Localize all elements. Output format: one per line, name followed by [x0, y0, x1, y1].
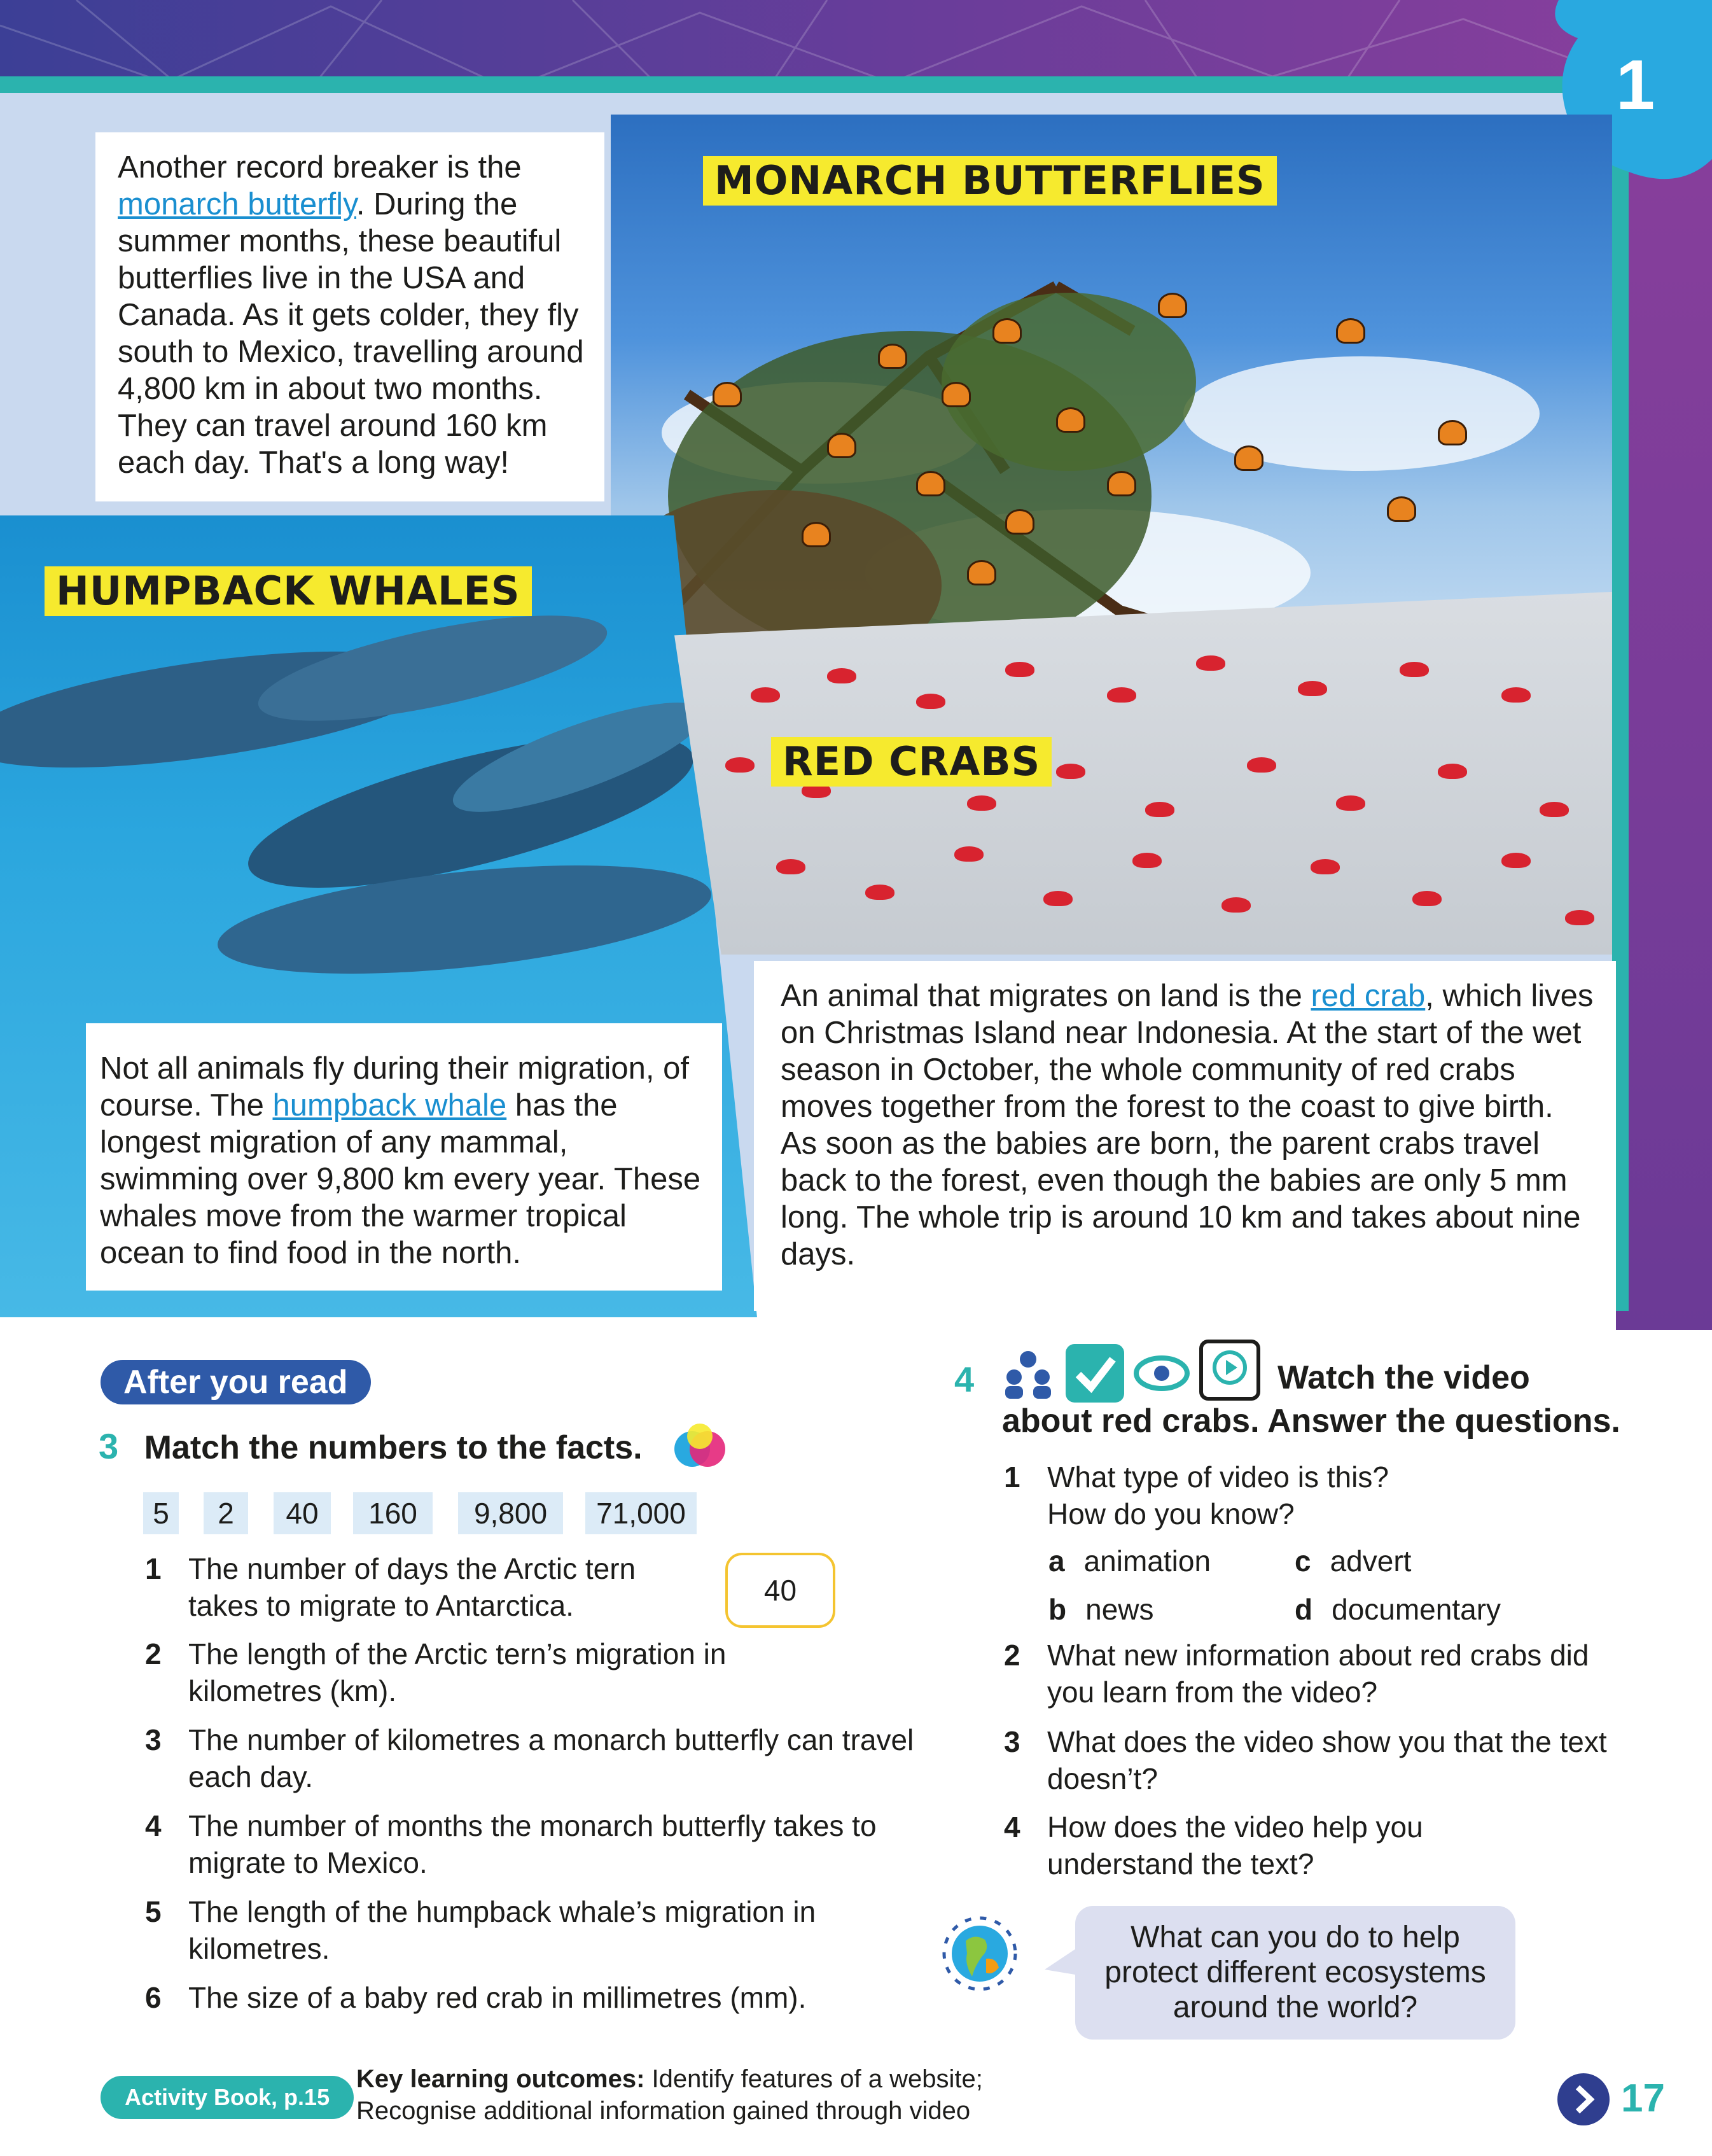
- exercise3-heading: [99, 1425, 643, 1467]
- number-chip: 160: [353, 1492, 433, 1534]
- option-b[interactable]: b news: [1048, 1593, 1154, 1626]
- whale-paragraph: Not all animals fly during their migration, of course. The humpback whale has the longest migration of any mammal, swimming over 9,800 km every year. These whales move from the warmer tropical ocean to find food in the north.: [100, 1051, 701, 1270]
- unit-number: 1: [1616, 46, 1655, 124]
- option-d[interactable]: d documentary: [1295, 1593, 1501, 1626]
- monarch-butterflies-title: MONARCH BUTTERFLIES: [703, 156, 1277, 206]
- exercise4-number: 4: [954, 1359, 975, 1399]
- butterfly-text-box: [95, 132, 604, 501]
- globe-icon: [935, 1909, 1024, 1998]
- think-bubble: [1075, 1906, 1515, 2040]
- exercise3-item: 3 The number of kilometres a monarch butterfly can travel each day.: [145, 1723, 914, 1793]
- humpback-whales-title: HUMPBACK WHALES: [45, 566, 532, 616]
- exercise4-question: 4 How does the video help you understand the text?: [1004, 1810, 1423, 1880]
- checkmark-icon: [1066, 1344, 1124, 1403]
- butterfly-paragraph: Another record breaker is the monarch butterfly. During the summer months, these beautiful butterflies live in the USA and Canada. As it gets colder, they fly south to Mexico, travelling around 4,800 km in about two months. They can travel around 160 km each day. That's a long way!: [118, 150, 584, 480]
- eye-icon: [1132, 1344, 1191, 1403]
- crab-text-box: [754, 961, 1616, 1311]
- exercise4-question: 2 What new information about red crabs did you learn from the video?: [1004, 1639, 1589, 1709]
- exercise3-title: Match the numbers to the facts.: [144, 1429, 643, 1466]
- people-icon: [999, 1344, 1057, 1403]
- whale-text-box: [86, 1023, 722, 1291]
- option-c[interactable]: c advert: [1295, 1544, 1412, 1578]
- venn-icon: [668, 1422, 732, 1473]
- next-page-icon[interactable]: [1557, 2073, 1610, 2125]
- example-answer-bubble: [725, 1553, 835, 1628]
- exercise3-item: 6 The size of a baby red crab in millimetres (mm).: [145, 1981, 807, 2014]
- collaboration-icon: [999, 1344, 1057, 1403]
- exercise3-item: 5 The length of the humpback whale’s migration in kilometres.: [145, 1895, 816, 1965]
- number-chip: 9,800: [458, 1492, 563, 1534]
- page-number: 17: [1621, 2076, 1665, 2120]
- exercise3-item: 1 The number of days the Arctic tern takes to migrate to Antarctica.: [145, 1552, 636, 1622]
- exercise4-title-line2: about red crabs. Answer the questions.: [1002, 1403, 1620, 1439]
- after-you-read-badge: After you read: [101, 1360, 371, 1404]
- exercise3-item: 4 The number of months the monarch butterfly takes to migrate to Mexico.: [145, 1809, 877, 1879]
- side-band: [1616, 0, 1712, 1330]
- learning-outcomes: Key learning outcomes: Identify features of a website; Recognise additional information gained through video: [356, 2065, 983, 2125]
- red-crabs-title: RED CRABS: [771, 737, 1052, 787]
- exercise4-question: 1 What type of video is this? How do you know?: [1004, 1460, 1389, 1530]
- video-icon: [1199, 1340, 1260, 1401]
- skill-icon: [668, 1422, 732, 1473]
- red-crab-link[interactable]: red crab: [1311, 979, 1426, 1013]
- exercise4-question: 3 What does the video show you that the text doesn’t?: [1004, 1725, 1607, 1795]
- number-chip: 2: [204, 1492, 248, 1534]
- option-a[interactable]: a animation: [1048, 1544, 1211, 1578]
- exercise3-item: 2 The length of the Arctic tern’s migration in kilometres (km).: [145, 1637, 727, 1707]
- example-answer: 40: [763, 1574, 797, 1607]
- monarch-butterfly-link[interactable]: monarch butterfly: [118, 187, 356, 221]
- exercise3-number: 3: [99, 1426, 119, 1466]
- crab-paragraph: An animal that migrates on land is the red crab, which lives on Christmas Island near Indonesia. At the start of the wet season in October, the whole community of red crabs moves together from the forest to the coast to give birth. As soon as the babies are born, the parent crabs travel back to the forest, even though the babies are only 5 mm long. The whole trip is around 10 km and takes about nine days.: [781, 979, 1594, 1271]
- think-bubble-text: What can you do to help protect different ecosystems around the world?: [1104, 1921, 1486, 2024]
- exercise4-title-line1: Watch the video: [1277, 1359, 1530, 1396]
- activity-book-badge: Activity Book, p.15: [101, 2076, 354, 2119]
- number-chip: 5: [143, 1492, 179, 1534]
- humpback-whale-link[interactable]: humpback whale: [272, 1088, 507, 1123]
- number-chip: 71,000: [585, 1492, 697, 1534]
- number-chip: 40: [274, 1492, 331, 1534]
